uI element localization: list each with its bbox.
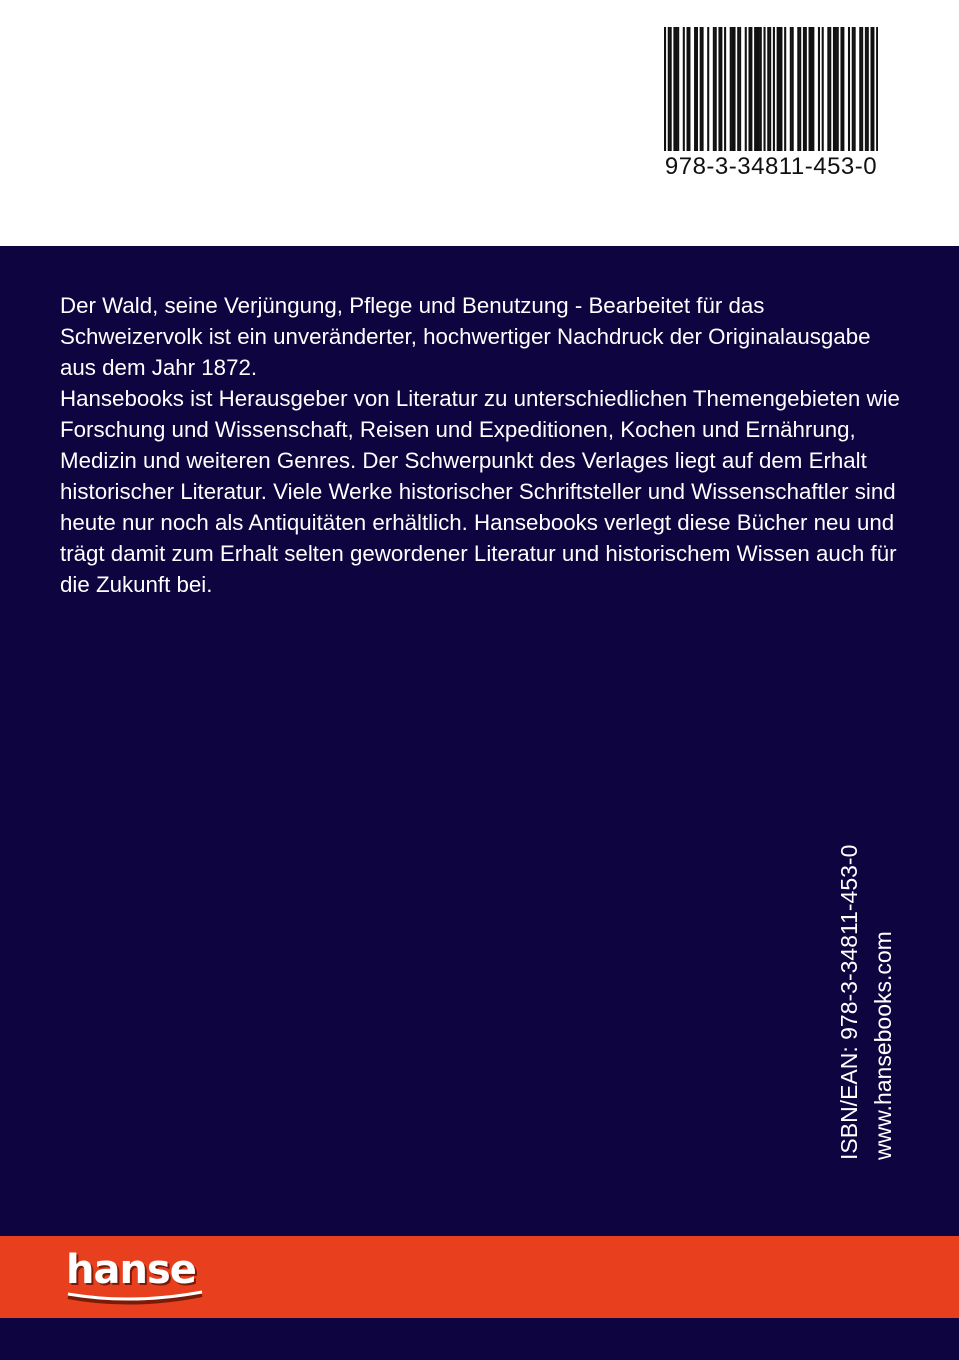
logo-text: hanse: [66, 1247, 196, 1293]
barcode-bar: [840, 27, 842, 151]
barcode-bar: [694, 27, 696, 151]
barcode-bar: [809, 27, 811, 151]
book-description: [60, 290, 900, 600]
barcode-bar: [803, 27, 805, 151]
barcode-bar: [673, 27, 675, 151]
barcode-bar: [670, 27, 672, 151]
barcode-bar: [837, 27, 839, 151]
barcode-bar: [732, 27, 734, 151]
barcode-bar: [688, 27, 690, 151]
barcode-bar: [865, 27, 867, 151]
barcode-bar: [848, 27, 850, 151]
barcode-bar: [797, 27, 799, 151]
barcode-bar: [767, 27, 769, 151]
barcode-bar: [827, 27, 829, 151]
barcode-bar: [683, 27, 685, 151]
barcode-bar: [852, 27, 854, 151]
barcode-bar: [842, 27, 844, 151]
barcode-bar: [707, 27, 709, 151]
barcode-bar: [777, 27, 779, 151]
barcode-bar: [854, 27, 856, 151]
bottom-strip: [0, 1318, 959, 1360]
barcode-bar: [812, 27, 814, 151]
barcode-bar: [829, 27, 831, 151]
side-url-text: www.hansebooks.com: [870, 931, 896, 1160]
barcode-bar: [861, 27, 863, 151]
barcode-bar: [784, 27, 786, 151]
barcode-bar: [867, 27, 869, 151]
barcode-bar: [872, 27, 874, 151]
barcode-bar: [876, 27, 878, 151]
barcode-bar: [769, 27, 771, 151]
barcode-bar: [668, 27, 670, 151]
barcode-bar: [780, 27, 782, 151]
barcode-bar: [835, 27, 837, 151]
barcode-bar: [773, 27, 775, 151]
barcode-bar: [822, 27, 824, 151]
barcode-bar: [756, 27, 758, 151]
barcode-bar: [833, 27, 835, 151]
barcode-bar: [754, 27, 756, 151]
barcode-bar: [700, 27, 702, 151]
barcode-bar: [713, 27, 715, 151]
barcode-bar: [790, 27, 792, 151]
barcode-bar: [715, 27, 717, 151]
barcode: [664, 27, 878, 187]
barcode-bar: [720, 27, 722, 151]
barcode-bar: [677, 27, 679, 151]
barcode-bar: [818, 27, 820, 151]
barcode-bar: [810, 27, 812, 151]
barcode-bar: [859, 27, 861, 151]
barcode-bar: [792, 27, 794, 151]
barcode-bar: [702, 27, 704, 151]
description-paragraph-1: Der Wald, seine Verjüngung, Pflege und Benutzung - Bearbeitet für das Schweizervolk ist ein unveränderter, hochwertiger Nachdruck der Originalausgabe aus dem Jahr 1872.: [60, 293, 871, 380]
barcode-bar: [687, 27, 689, 151]
barcode-bar: [730, 27, 732, 151]
barcode-bar: [758, 27, 760, 151]
barcode-bar: [718, 27, 720, 151]
barcode-bar: [760, 27, 762, 151]
barcode-bar: [779, 27, 781, 151]
barcode-bar: [675, 27, 677, 151]
barcode-bar: [799, 27, 801, 151]
description-paragraph-2: Hansebooks ist Herausgeber von Literatur zu unterschiedlichen Themengebieten wie Forschung und Wissenschaft, Reisen und Expeditionen, Kochen und Ernährung, Medizin und weiteren Genres. Der Schwerpunkt des Verlages liegt auf dem Erhalt historischer Literatur. Viele Werke historischer Schriftsteller und Wissenschaftler sind heute nur noch als Antiquitäten erhältlich. Hansebooks verlegt diese Bücher neu und trägt damit zum Erhalt selten gewordener Literatur und historischem Wissen auch für die Zukunft bei.: [60, 386, 900, 597]
hanse-logo: [62, 1247, 212, 1307]
barcode-number: 978-3-34811-453-0: [664, 153, 878, 180]
barcode-bar: [748, 27, 750, 151]
barcode-bar: [750, 27, 752, 151]
barcode-bar: [696, 27, 698, 151]
barcode-bar: [664, 27, 666, 151]
barcode-bars: [664, 27, 878, 151]
barcode-bar: [763, 27, 765, 151]
side-isbn-text: ISBN/EAN: 978-3-34811-453-0: [836, 844, 862, 1160]
barcode-bar: [870, 27, 872, 151]
barcode-bar: [745, 27, 747, 151]
barcode-bar: [737, 27, 739, 151]
barcode-bar: [739, 27, 741, 151]
barcode-bar: [733, 27, 735, 151]
barcode-bar: [805, 27, 807, 151]
barcode-bar: [724, 27, 726, 151]
